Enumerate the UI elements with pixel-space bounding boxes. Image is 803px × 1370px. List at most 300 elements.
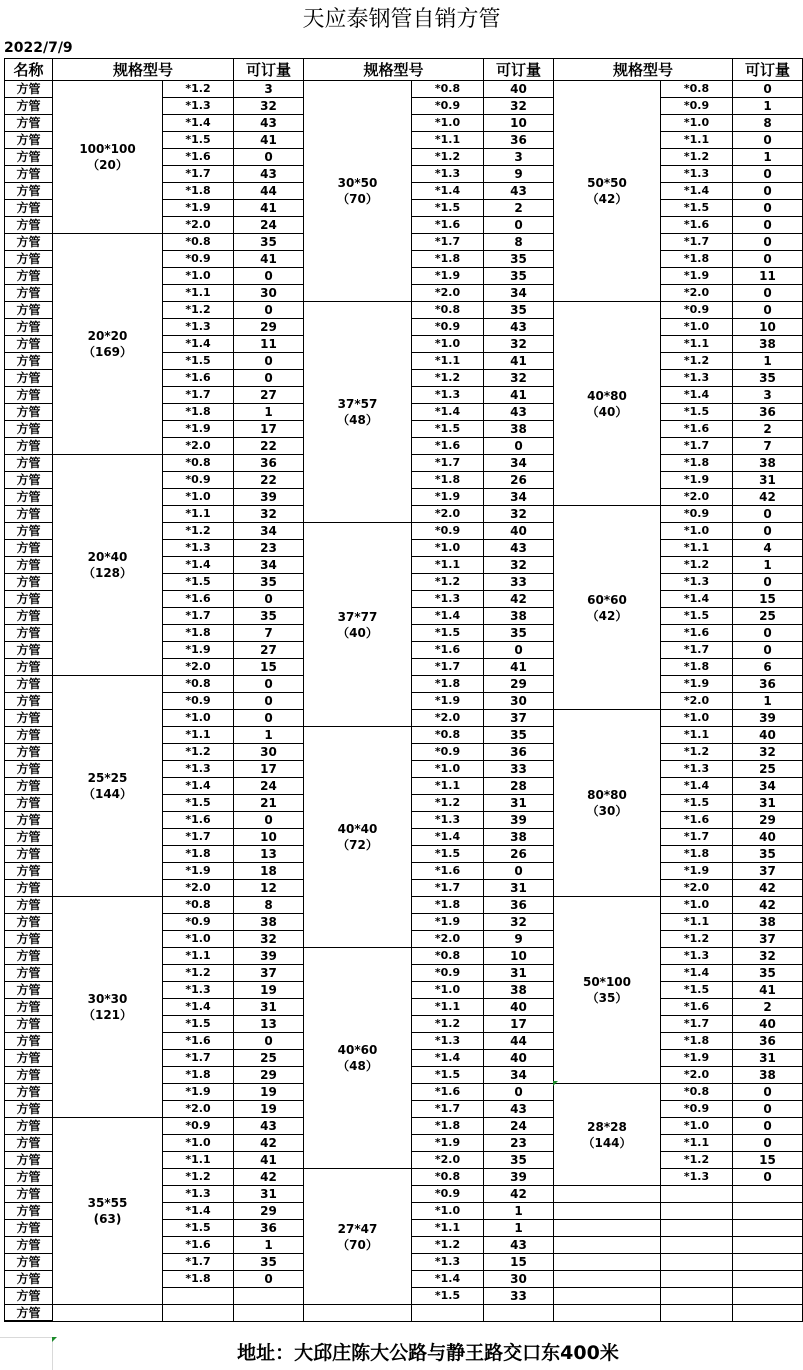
spec-group-cell bbox=[52, 80, 162, 233]
thickness-cell: *1.5 bbox=[411, 420, 483, 437]
thickness-cell: *1.6 bbox=[660, 624, 732, 641]
quantity-cell: 0 bbox=[732, 165, 803, 182]
quantity-cell: 0 bbox=[483, 1083, 553, 1100]
thickness-cell: *1.3 bbox=[162, 1185, 233, 1202]
thickness-cell: *1.9 bbox=[411, 1134, 483, 1151]
quantity-cell: 8 bbox=[233, 896, 303, 913]
thickness-cell: *1.4 bbox=[162, 114, 233, 131]
empty-cell bbox=[553, 1219, 660, 1236]
thickness-cell: *1.8 bbox=[411, 896, 483, 913]
quantity-cell: 0 bbox=[233, 301, 303, 318]
quantity-cell: 29 bbox=[732, 811, 803, 828]
quantity-cell: 36 bbox=[233, 454, 303, 471]
thickness-cell: *1.3 bbox=[411, 590, 483, 607]
row-name-cell: 方管 bbox=[4, 318, 52, 335]
empty-cell bbox=[660, 1253, 732, 1270]
quantity-cell: 1 bbox=[732, 692, 803, 709]
spec-group-cell bbox=[52, 454, 162, 675]
thickness-cell: *0.8 bbox=[162, 233, 233, 250]
quantity-cell: 39 bbox=[732, 709, 803, 726]
quantity-cell: 33 bbox=[483, 760, 553, 777]
quantity-cell: 0 bbox=[732, 1134, 803, 1151]
thickness-cell: *1.7 bbox=[660, 828, 732, 845]
row-name-cell: 方管 bbox=[4, 539, 52, 556]
row-name-cell: 方管 bbox=[4, 216, 52, 233]
quantity-cell: 31 bbox=[732, 471, 803, 488]
spec-size: 30*30 bbox=[87, 992, 128, 1006]
quantity-cell: 0 bbox=[233, 675, 303, 692]
row-name-cell: 方管 bbox=[4, 607, 52, 624]
quantity-cell: 3 bbox=[732, 386, 803, 403]
spec-size: 40*80 bbox=[587, 388, 627, 403]
quantity-cell: 0 bbox=[732, 233, 803, 250]
spec-size: 40*40 bbox=[337, 822, 378, 836]
quantity-cell: 1 bbox=[233, 726, 303, 743]
header-spec: 规格型号 bbox=[303, 58, 483, 80]
header-qty: 可订量 bbox=[483, 58, 553, 80]
spec-total: （48） bbox=[337, 1059, 378, 1073]
thickness-cell: *1.2 bbox=[411, 1015, 483, 1032]
row-name-cell: 方管 bbox=[4, 760, 52, 777]
thickness-cell: *1.4 bbox=[411, 607, 483, 624]
spec-total: （128） bbox=[82, 566, 133, 580]
empty-cell bbox=[732, 1287, 803, 1304]
quantity-cell: 10 bbox=[483, 114, 553, 131]
quantity-cell: 11 bbox=[233, 335, 303, 352]
spec-group-cell bbox=[303, 301, 411, 522]
thickness-cell: *0.9 bbox=[162, 250, 233, 267]
row-name-cell: 方管 bbox=[4, 1202, 52, 1219]
quantity-cell: 31 bbox=[732, 794, 803, 811]
thickness-cell: *1.4 bbox=[411, 1270, 483, 1287]
spec-total: （70） bbox=[337, 192, 378, 206]
quantity-cell: 34 bbox=[233, 522, 303, 539]
thickness-cell: *1.6 bbox=[162, 590, 233, 607]
row-name-cell: 方管 bbox=[4, 284, 52, 301]
thickness-cell: *1.7 bbox=[162, 1253, 233, 1270]
thickness-cell: *1.6 bbox=[411, 862, 483, 879]
quantity-cell: 42 bbox=[483, 1185, 553, 1202]
thickness-cell: *0.8 bbox=[411, 1168, 483, 1185]
quantity-cell: 32 bbox=[732, 947, 803, 964]
spec-group-cell bbox=[303, 522, 411, 726]
thickness-cell: *1.6 bbox=[660, 420, 732, 437]
cell-note-marker bbox=[553, 1081, 558, 1086]
thickness-cell: *0.9 bbox=[411, 318, 483, 335]
row-name-cell: 方管 bbox=[4, 743, 52, 760]
row-name-cell: 方管 bbox=[4, 828, 52, 845]
quantity-cell: 15 bbox=[732, 1151, 803, 1168]
quantity-cell: 31 bbox=[483, 794, 553, 811]
thickness-cell: *1.3 bbox=[660, 760, 732, 777]
quantity-cell: 40 bbox=[732, 726, 803, 743]
quantity-cell: 25 bbox=[732, 607, 803, 624]
quantity-cell: 25 bbox=[732, 760, 803, 777]
thickness-cell: *1.1 bbox=[660, 539, 732, 556]
thickness-cell: *1.0 bbox=[162, 1134, 233, 1151]
empty-cell bbox=[732, 1304, 803, 1321]
thickness-cell: *0.9 bbox=[411, 522, 483, 539]
quantity-cell: 9 bbox=[483, 165, 553, 182]
row-name-cell: 方管 bbox=[4, 522, 52, 539]
quantity-cell: 32 bbox=[233, 505, 303, 522]
thickness-cell: *1.4 bbox=[162, 777, 233, 794]
row-name-cell: 方管 bbox=[4, 335, 52, 352]
spec-total: （72） bbox=[337, 838, 378, 852]
quantity-cell: 0 bbox=[732, 641, 803, 658]
thickness-cell: *1.8 bbox=[660, 454, 732, 471]
quantity-cell: 36 bbox=[233, 1219, 303, 1236]
spec-group-cell bbox=[553, 301, 660, 505]
quantity-cell: 43 bbox=[483, 1100, 553, 1117]
quantity-cell: 0 bbox=[233, 692, 303, 709]
thickness-cell: *1.7 bbox=[162, 828, 233, 845]
quantity-cell: 24 bbox=[483, 1117, 553, 1134]
spec-group-cell bbox=[303, 726, 411, 947]
thickness-cell: *1.2 bbox=[162, 964, 233, 981]
thickness-cell: *1.0 bbox=[411, 114, 483, 131]
row-name-cell: 方管 bbox=[4, 505, 52, 522]
quantity-cell: 9 bbox=[483, 930, 553, 947]
thickness-cell: *1.5 bbox=[162, 352, 233, 369]
row-name-cell: 方管 bbox=[4, 845, 52, 862]
quantity-cell: 43 bbox=[483, 1236, 553, 1253]
quantity-cell: 41 bbox=[483, 658, 553, 675]
thickness-cell: *0.9 bbox=[162, 1117, 233, 1134]
thickness-cell: *1.9 bbox=[411, 267, 483, 284]
thickness-cell: *1.9 bbox=[411, 692, 483, 709]
thickness-cell: *0.8 bbox=[411, 726, 483, 743]
row-name-cell: 方管 bbox=[4, 1117, 52, 1134]
quantity-cell: 35 bbox=[483, 1151, 553, 1168]
thickness-cell: *1.0 bbox=[162, 267, 233, 284]
spec-size: 50*100 bbox=[582, 975, 632, 989]
thickness-cell: *0.9 bbox=[660, 97, 732, 114]
quantity-cell: 1 bbox=[732, 556, 803, 573]
empty-cell bbox=[660, 1219, 732, 1236]
row-name-cell: 方管 bbox=[4, 624, 52, 641]
quantity-cell: 0 bbox=[233, 590, 303, 607]
spec-total: （144） bbox=[582, 1135, 632, 1150]
quantity-cell: 0 bbox=[233, 148, 303, 165]
thickness-cell: *1.2 bbox=[162, 80, 233, 97]
row-name-cell: 方管 bbox=[4, 1015, 52, 1032]
header-name: 名称 bbox=[4, 58, 52, 80]
row-name-cell: 方管 bbox=[4, 1083, 52, 1100]
empty-cell bbox=[553, 1304, 660, 1321]
quantity-cell: 41 bbox=[233, 250, 303, 267]
thickness-cell: *1.8 bbox=[162, 1270, 233, 1287]
quantity-cell: 1 bbox=[483, 1202, 553, 1219]
report-date: 2022/7/9 bbox=[4, 40, 73, 56]
thickness-cell: *1.8 bbox=[660, 658, 732, 675]
quantity-cell: 0 bbox=[233, 352, 303, 369]
thickness-cell: *1.2 bbox=[411, 573, 483, 590]
quantity-cell: 39 bbox=[483, 811, 553, 828]
empty-cell bbox=[732, 1202, 803, 1219]
thickness-cell: *1.7 bbox=[411, 879, 483, 896]
quantity-cell: 1 bbox=[732, 148, 803, 165]
empty-cell bbox=[233, 1304, 303, 1321]
thickness-cell: *1.3 bbox=[411, 165, 483, 182]
thickness-cell: *1.0 bbox=[411, 335, 483, 352]
thickness-cell: *2.0 bbox=[660, 488, 732, 505]
thickness-cell: *1.9 bbox=[162, 1083, 233, 1100]
quantity-cell: 43 bbox=[483, 182, 553, 199]
thickness-cell: *1.7 bbox=[411, 454, 483, 471]
quantity-cell: 34 bbox=[483, 454, 553, 471]
quantity-cell bbox=[233, 1287, 303, 1304]
quantity-cell: 15 bbox=[483, 1253, 553, 1270]
thickness-cell: *0.9 bbox=[411, 743, 483, 760]
thickness-cell: *1.4 bbox=[162, 556, 233, 573]
thickness-cell: *1.6 bbox=[162, 811, 233, 828]
spec-group-cell bbox=[52, 1117, 162, 1304]
thickness-cell: *1.3 bbox=[162, 318, 233, 335]
spec-size: 100*100 bbox=[79, 142, 136, 156]
quantity-cell: 39 bbox=[233, 488, 303, 505]
quantity-cell: 31 bbox=[483, 879, 553, 896]
row-name-cell: 方管 bbox=[4, 964, 52, 981]
thickness-cell: *1.5 bbox=[660, 199, 732, 216]
thickness-cell: *1.2 bbox=[660, 743, 732, 760]
quantity-cell: 19 bbox=[233, 1083, 303, 1100]
spec-total: （35） bbox=[586, 991, 628, 1005]
quantity-cell: 18 bbox=[233, 862, 303, 879]
thickness-cell: *1.3 bbox=[660, 947, 732, 964]
quantity-cell: 41 bbox=[233, 1151, 303, 1168]
quantity-cell: 36 bbox=[732, 1032, 803, 1049]
quantity-cell: 0 bbox=[732, 1168, 803, 1185]
row-name-cell: 方管 bbox=[4, 199, 52, 216]
thickness-cell: *2.0 bbox=[660, 879, 732, 896]
row-name-cell: 方管 bbox=[4, 386, 52, 403]
spec-size: 40*60 bbox=[337, 1043, 378, 1057]
thickness-cell: *1.5 bbox=[660, 607, 732, 624]
quantity-cell: 43 bbox=[483, 403, 553, 420]
quantity-cell: 17 bbox=[483, 1015, 553, 1032]
thickness-cell: *2.0 bbox=[411, 1151, 483, 1168]
row-name-cell: 方管 bbox=[4, 1066, 52, 1083]
quantity-cell: 39 bbox=[483, 1168, 553, 1185]
spec-size: 28*28 bbox=[587, 1119, 627, 1134]
thickness-cell: *1.6 bbox=[162, 1236, 233, 1253]
quantity-cell: 40 bbox=[732, 1015, 803, 1032]
row-name-cell: 方管 bbox=[4, 556, 52, 573]
thickness-cell: *2.0 bbox=[162, 216, 233, 233]
thickness-cell: *1.6 bbox=[411, 437, 483, 454]
thickness-cell: *1.9 bbox=[162, 199, 233, 216]
quantity-cell: 38 bbox=[732, 913, 803, 930]
quantity-cell: 41 bbox=[483, 386, 553, 403]
quantity-cell: 0 bbox=[732, 301, 803, 318]
quantity-cell: 32 bbox=[483, 369, 553, 386]
quantity-cell: 35 bbox=[483, 267, 553, 284]
quantity-cell: 0 bbox=[732, 250, 803, 267]
quantity-cell: 2 bbox=[483, 199, 553, 216]
thickness-cell: *2.0 bbox=[162, 1100, 233, 1117]
empty-cell bbox=[660, 1202, 732, 1219]
thickness-cell: *1.7 bbox=[411, 658, 483, 675]
quantity-cell: 7 bbox=[233, 624, 303, 641]
quantity-cell: 42 bbox=[233, 1134, 303, 1151]
thickness-cell: *1.0 bbox=[660, 709, 732, 726]
thickness-cell: *1.8 bbox=[162, 1066, 233, 1083]
spec-size: 20*20 bbox=[87, 329, 128, 343]
quantity-cell: 0 bbox=[732, 199, 803, 216]
quantity-cell: 1 bbox=[732, 352, 803, 369]
quantity-cell: 0 bbox=[233, 369, 303, 386]
empty-cell bbox=[483, 1304, 553, 1321]
thickness-cell: *2.0 bbox=[162, 658, 233, 675]
quantity-cell: 11 bbox=[732, 267, 803, 284]
empty-cell bbox=[553, 1287, 660, 1304]
quantity-cell: 40 bbox=[483, 1049, 553, 1066]
quantity-cell: 13 bbox=[233, 1015, 303, 1032]
row-name-cell: 方管 bbox=[4, 1185, 52, 1202]
quantity-cell: 23 bbox=[233, 539, 303, 556]
thickness-cell: *1.7 bbox=[660, 233, 732, 250]
thickness-cell: *2.0 bbox=[162, 437, 233, 454]
row-name-cell: 方管 bbox=[4, 590, 52, 607]
quantity-cell: 27 bbox=[233, 641, 303, 658]
thickness-cell: *1.2 bbox=[660, 148, 732, 165]
row-name-cell: 方管 bbox=[4, 692, 52, 709]
row-name-cell: 方管 bbox=[4, 1304, 52, 1321]
thickness-cell: *0.9 bbox=[660, 301, 732, 318]
quantity-cell: 7 bbox=[732, 437, 803, 454]
quantity-cell: 1 bbox=[483, 1219, 553, 1236]
quantity-cell: 42 bbox=[732, 488, 803, 505]
quantity-cell: 31 bbox=[233, 1185, 303, 1202]
thickness-cell: *1.9 bbox=[411, 913, 483, 930]
quantity-cell: 41 bbox=[483, 352, 553, 369]
thickness-cell: *0.8 bbox=[411, 301, 483, 318]
spec-group-cell bbox=[553, 505, 660, 709]
quantity-cell: 34 bbox=[483, 488, 553, 505]
quantity-cell: 0 bbox=[732, 182, 803, 199]
thickness-cell: *1.2 bbox=[162, 743, 233, 760]
header-qty: 可订量 bbox=[732, 58, 803, 80]
thickness-cell: *1.7 bbox=[660, 1015, 732, 1032]
thickness-cell: *1.8 bbox=[162, 845, 233, 862]
spec-group-cell bbox=[52, 896, 162, 1117]
quantity-cell: 27 bbox=[233, 386, 303, 403]
quantity-cell: 35 bbox=[732, 845, 803, 862]
spec-total: （30） bbox=[586, 804, 628, 818]
row-name-cell: 方管 bbox=[4, 165, 52, 182]
thickness-cell: *1.5 bbox=[162, 1015, 233, 1032]
quantity-cell: 35 bbox=[732, 369, 803, 386]
spec-size: 80*80 bbox=[587, 788, 627, 802]
quantity-cell: 30 bbox=[483, 1270, 553, 1287]
empty-cell bbox=[660, 1236, 732, 1253]
row-name-cell: 方管 bbox=[4, 403, 52, 420]
spec-total: （48） bbox=[337, 413, 378, 427]
empty-cell bbox=[553, 1236, 660, 1253]
quantity-cell: 10 bbox=[483, 947, 553, 964]
quantity-cell: 43 bbox=[483, 318, 553, 335]
spec-total: （20） bbox=[87, 158, 128, 172]
row-name-cell: 方管 bbox=[4, 437, 52, 454]
row-name-cell: 方管 bbox=[4, 1032, 52, 1049]
quantity-cell: 40 bbox=[483, 80, 553, 97]
empty-cell bbox=[732, 1253, 803, 1270]
quantity-cell: 39 bbox=[233, 947, 303, 964]
thickness-cell: *0.9 bbox=[660, 505, 732, 522]
quantity-cell: 40 bbox=[732, 828, 803, 845]
empty-cell bbox=[162, 1304, 233, 1321]
thickness-cell: *1.6 bbox=[411, 1083, 483, 1100]
thickness-cell: *1.4 bbox=[162, 1202, 233, 1219]
thickness-cell bbox=[162, 1287, 233, 1304]
cell-note-marker bbox=[52, 1337, 57, 1342]
row-name-cell: 方管 bbox=[4, 1151, 52, 1168]
quantity-cell: 38 bbox=[732, 335, 803, 352]
empty-cell bbox=[303, 1304, 411, 1321]
thickness-cell: *1.5 bbox=[162, 794, 233, 811]
thickness-cell: *1.6 bbox=[660, 216, 732, 233]
row-name-cell: 方管 bbox=[4, 267, 52, 284]
row-name-cell: 方管 bbox=[4, 641, 52, 658]
thickness-cell: *0.8 bbox=[162, 675, 233, 692]
row-name-cell: 方管 bbox=[4, 131, 52, 148]
quantity-cell: 38 bbox=[732, 1066, 803, 1083]
quantity-cell: 32 bbox=[483, 97, 553, 114]
quantity-cell: 31 bbox=[233, 998, 303, 1015]
thickness-cell: *1.2 bbox=[162, 301, 233, 318]
thickness-cell: *1.8 bbox=[162, 624, 233, 641]
quantity-cell: 24 bbox=[233, 777, 303, 794]
thickness-cell: *1.3 bbox=[411, 1253, 483, 1270]
row-name-cell: 方管 bbox=[4, 471, 52, 488]
thickness-cell: *1.8 bbox=[660, 1032, 732, 1049]
thickness-cell: *1.8 bbox=[660, 845, 732, 862]
thickness-cell: *1.5 bbox=[162, 1219, 233, 1236]
thickness-cell: *1.5 bbox=[411, 624, 483, 641]
row-name-cell: 方管 bbox=[4, 1236, 52, 1253]
thickness-cell: *1.1 bbox=[162, 505, 233, 522]
quantity-cell: 21 bbox=[233, 794, 303, 811]
empty-cell bbox=[660, 1304, 732, 1321]
quantity-cell: 0 bbox=[732, 505, 803, 522]
empty-cell bbox=[553, 1202, 660, 1219]
empty-cell bbox=[660, 1287, 732, 1304]
row-name-cell: 方管 bbox=[4, 777, 52, 794]
quantity-cell: 6 bbox=[732, 658, 803, 675]
row-name-cell: 方管 bbox=[4, 913, 52, 930]
thickness-cell: *1.4 bbox=[411, 182, 483, 199]
thickness-cell: *2.0 bbox=[660, 284, 732, 301]
thickness-cell: *1.9 bbox=[660, 1049, 732, 1066]
quantity-cell: 22 bbox=[233, 471, 303, 488]
quantity-cell: 19 bbox=[233, 1100, 303, 1117]
thickness-cell: *1.7 bbox=[162, 1049, 233, 1066]
row-name-cell: 方管 bbox=[4, 811, 52, 828]
quantity-cell: 35 bbox=[483, 624, 553, 641]
quantity-cell: 28 bbox=[483, 777, 553, 794]
thickness-cell: *1.7 bbox=[660, 641, 732, 658]
thickness-cell: *0.9 bbox=[660, 1100, 732, 1117]
row-name-cell: 方管 bbox=[4, 97, 52, 114]
quantity-cell: 32 bbox=[483, 556, 553, 573]
spec-total: （42） bbox=[586, 192, 628, 206]
thickness-cell: *1.3 bbox=[411, 386, 483, 403]
quantity-cell: 37 bbox=[732, 862, 803, 879]
thickness-cell: *1.0 bbox=[411, 1202, 483, 1219]
thickness-cell: *1.0 bbox=[162, 488, 233, 505]
quantity-cell: 43 bbox=[233, 165, 303, 182]
